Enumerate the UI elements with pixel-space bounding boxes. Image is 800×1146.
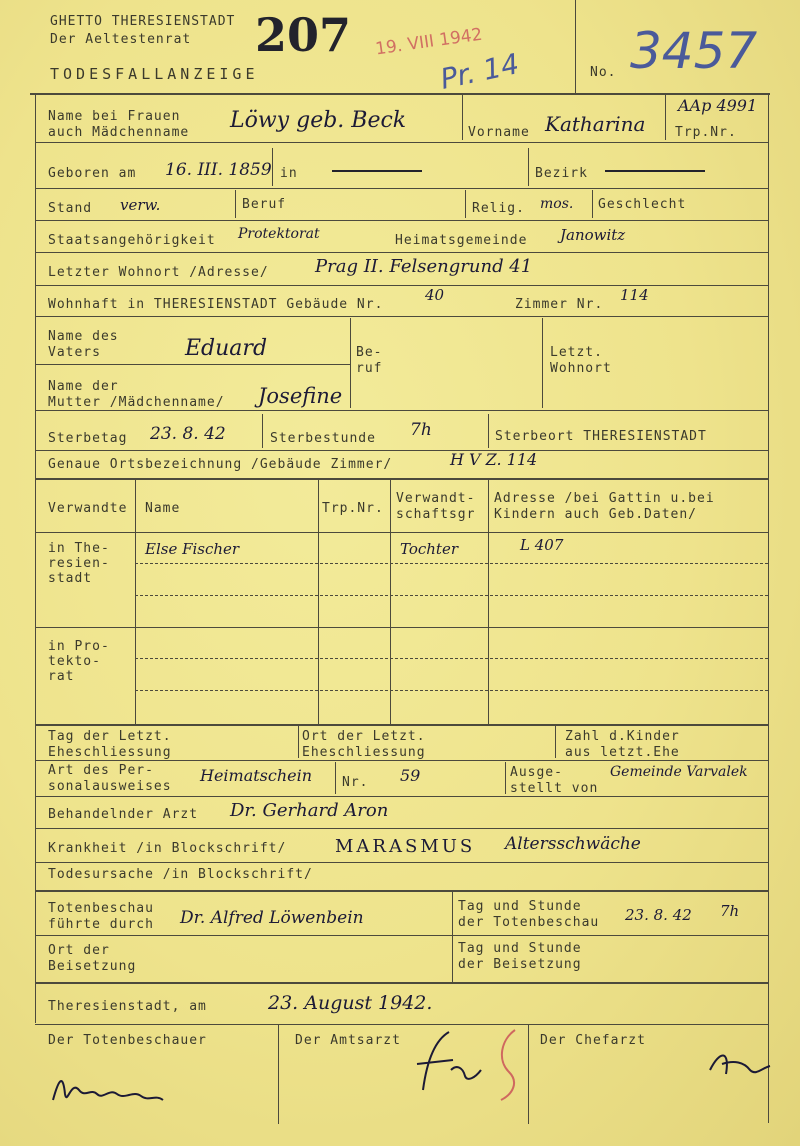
place-label: Theresienstadt, am (48, 999, 207, 1014)
mutter-label-1: Name der (48, 379, 119, 394)
divider (135, 480, 136, 725)
sig3-label: Der Chefarzt (540, 1033, 646, 1048)
divider (318, 480, 319, 725)
zimmer-label: Zimmer Nr. (515, 297, 604, 312)
rule (35, 364, 350, 365)
aeltestenrat-title: Der Aeltestenrat (50, 32, 192, 47)
vater-label-2: Vaters (48, 345, 101, 360)
heimat-label: Heimatsgemeinde (395, 233, 528, 248)
genaue-label: Genaue Ortsbezeichnung /Gebäude Zimmer/ (48, 457, 393, 472)
nr-value: 59 (400, 766, 421, 785)
schau-stunde-value: 7h (720, 902, 740, 920)
stand-label: Stand (48, 201, 93, 216)
form-title: TODESFALLANZEIGE (50, 65, 259, 83)
no-divider (575, 0, 576, 93)
rule (35, 935, 768, 936)
art-label-2: sonalausweises (48, 779, 172, 794)
marriage-ort-1: Ort der Letzt. (302, 729, 426, 744)
krankheit-value: MARASMUS (335, 836, 476, 857)
header-rule (30, 93, 770, 95)
marriage-zahl-1: Zahl d.Kinder (565, 729, 680, 744)
col-trp: Trp.Nr. (322, 501, 384, 516)
vater-label-1: Name des (48, 329, 119, 344)
schau-value: Dr. Alfred Löwenbein (180, 908, 364, 928)
col-adresse-1: Adresse /bei Gattin u.bei (494, 491, 715, 506)
divider (350, 318, 351, 408)
sig1-label: Der Totenbeschauer (48, 1033, 207, 1048)
row1-name: Else Fischer (145, 540, 240, 558)
krankheit-note: Altersschwäche (505, 834, 641, 854)
rule (35, 285, 768, 286)
rule (35, 450, 768, 451)
group-theresienstadt: in The- resien- stadt (48, 541, 110, 586)
divider (488, 480, 489, 725)
divider (665, 95, 666, 140)
relig-value: mos. (540, 196, 574, 212)
krankheit-label: Krankheit /in Blockschrift/ (48, 841, 287, 856)
beruf-label: Beruf (242, 197, 287, 212)
schau-tag-1: Tag und Stunde (458, 899, 582, 914)
chefarzt-signature-icon (700, 1040, 780, 1090)
geboren-label: Geboren am (48, 166, 137, 181)
rule (35, 890, 768, 892)
transport-value: AAp 4991 (678, 96, 758, 115)
right-border (768, 93, 769, 1123)
no-label: No. (590, 65, 617, 80)
beisetzung-2: Beisetzung (48, 959, 137, 974)
sterbestunde-label: Sterbestunde (270, 431, 376, 446)
rule (35, 478, 768, 480)
zimmer-value: 114 (620, 286, 649, 304)
bezirk-label: Bezirk (535, 166, 588, 181)
date-value: 23. August 1942. (268, 992, 433, 1014)
struck-bezirk (605, 170, 705, 172)
wohnort-label: Letzter Wohnort /Adresse/ (48, 265, 269, 280)
sterbeort-label: Sterbeort THERESIENSTADT (495, 429, 707, 444)
row1-adresse: L 407 (520, 536, 564, 554)
marriage-zahl-2: aus letzt.Ehe (565, 745, 680, 760)
geschlecht-label: Geschlecht (598, 197, 687, 212)
transport-label: Trp.Nr. (675, 125, 737, 140)
divider (462, 95, 463, 140)
rule (35, 188, 768, 189)
sterbestunde-value: 7h (410, 420, 432, 440)
divider (555, 726, 556, 758)
divider (262, 414, 263, 448)
rule (35, 142, 768, 143)
mutter-value: Josefine (258, 384, 343, 408)
beruf-parent-2: ruf (356, 361, 383, 376)
col-verw-2: schaftsgr (396, 507, 476, 522)
ausg-label-2: stellt von (510, 781, 599, 796)
divider (592, 190, 593, 218)
rule (35, 532, 768, 533)
schau-label-2: führte durch (48, 917, 154, 932)
col-verw-1: Verwandt- (396, 491, 476, 506)
rule (35, 220, 768, 221)
mutter-label-2: Mutter /Mädchenname/ (48, 395, 225, 410)
beis-tag-2: der Beisetzung (458, 957, 582, 972)
name-value: Löwy geb. Beck (230, 108, 407, 133)
ausg-label-1: Ausge- (510, 765, 563, 780)
name-label-1: Name bei Frauen (48, 109, 181, 124)
rule (35, 252, 768, 253)
document-number: 207 (255, 8, 352, 62)
divider (272, 148, 273, 186)
rule (35, 316, 768, 317)
genaue-value: H V Z. 114 (450, 450, 538, 469)
divider (235, 190, 236, 218)
struck-birthplace (332, 170, 422, 172)
beruf-parent-1: Be- (356, 345, 383, 360)
group-protektorat: in Pro- tekto- rat (48, 639, 110, 684)
rule (35, 796, 768, 797)
sterbetag-value: 23. 8. 42 (150, 424, 226, 444)
wohnhaft-value: 40 (425, 286, 445, 304)
arzt-value: Dr. Gerhard Aron (230, 800, 389, 821)
date-stamp: 19. VIII 1942 (374, 24, 484, 60)
rule (35, 724, 768, 726)
rule (135, 595, 768, 596)
ghetto-title: GHETTO THERESIENSTADT (50, 14, 236, 29)
rule (35, 760, 768, 761)
marriage-tag-2: Eheschliessung (48, 745, 172, 760)
wohnort-value: Prag II. Felsengrund 41 (315, 256, 533, 277)
rule (35, 828, 768, 829)
beis-tag-1: Tag und Stunde (458, 941, 582, 956)
divider (298, 726, 299, 758)
divider (465, 190, 466, 218)
vorname-label: Vorname (468, 125, 530, 140)
col-verwandte: Verwandte (48, 501, 128, 516)
totenbeschauer-signature-icon (45, 1060, 175, 1120)
wohnhaft-label: Wohnhaft in THERESIENSTADT Gebäude Nr. (48, 297, 384, 312)
geboren-value: 16. III. 1859 (165, 160, 272, 180)
ursache-label: Todesursache /in Blockschrift/ (48, 867, 313, 882)
divider (528, 148, 529, 186)
staat-value: Protektorat (238, 226, 320, 242)
letzt-label-1: Letzt. (550, 345, 603, 360)
schau-label-1: Totenbeschau (48, 901, 154, 916)
vorname-value: Katharina (545, 112, 646, 136)
divider (278, 1024, 279, 1124)
divider (488, 414, 489, 448)
in-label: in (280, 166, 298, 181)
heimat-value: Janowitz (560, 226, 626, 244)
stand-value: verw. (120, 196, 161, 214)
divider (335, 762, 336, 794)
nr-label: Nr. (342, 775, 369, 790)
col-adresse-2: Kindern auch Geb.Daten/ (494, 507, 698, 522)
relig-label: Relig. (472, 201, 525, 216)
no-value: 3457 (630, 22, 758, 80)
row1-verw: Tochter (400, 540, 459, 558)
left-border (35, 93, 36, 1023)
rule (35, 982, 768, 984)
col-name: Name (145, 501, 181, 516)
marriage-tag-1: Tag der Letzt. (48, 729, 172, 744)
marriage-ort-2: Eheschliessung (302, 745, 426, 760)
arzt-label: Behandelnder Arzt (48, 807, 199, 822)
divider (542, 318, 543, 408)
rule (135, 690, 768, 691)
beisetzung-1: Ort der (48, 943, 110, 958)
vater-value: Eduard (185, 336, 268, 361)
rule (135, 563, 768, 564)
pencil-mark: Pr. 14 (437, 47, 522, 96)
divider (452, 892, 453, 982)
letzt-label-2: Wohnort (550, 361, 612, 376)
rule (35, 862, 768, 863)
rule (135, 658, 768, 659)
rule (35, 627, 768, 628)
rule (35, 1024, 768, 1025)
art-value: Heimatschein (200, 766, 313, 785)
sterbetag-label: Sterbetag (48, 431, 128, 446)
art-label-1: Art des Per- (48, 763, 154, 778)
sig2-label: Der Amtsarzt (295, 1033, 401, 1048)
ausg-value: Gemeinde Varvalek (610, 764, 748, 780)
divider (505, 762, 506, 794)
staat-label: Staatsangehörigkeit (48, 233, 216, 248)
rule (35, 410, 768, 411)
amtsarzt-signature-icon (405, 1020, 545, 1110)
name-label-2: auch Mädchenname (48, 125, 190, 140)
schau-tag-2: der Totenbeschau (458, 915, 600, 930)
schau-tag-value: 23. 8. 42 (625, 906, 692, 924)
divider (390, 480, 391, 725)
